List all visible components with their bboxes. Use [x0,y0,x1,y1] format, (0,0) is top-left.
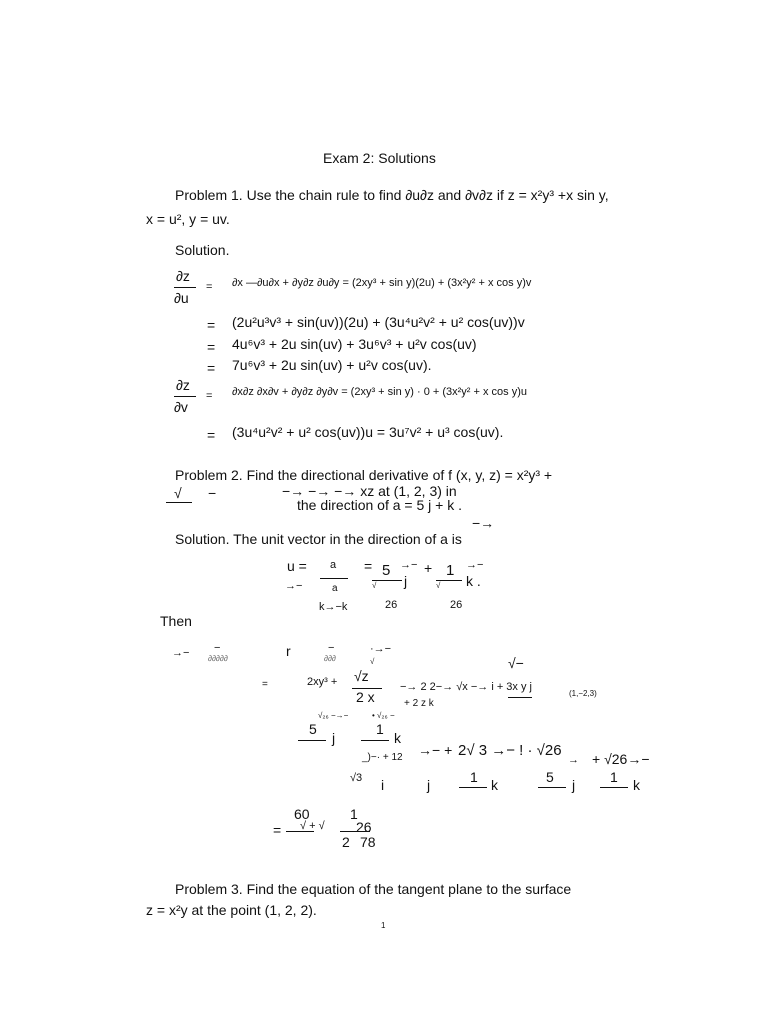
equals-sign: = [206,390,213,402]
line5-tail: ∂x∂z ∂x∂v + ∂y∂z ∂y∂v = (2xy³ + sin y) · 0 + (3x²y² + x cos y)u [232,386,528,398]
five-numerator: 5 [546,769,554,785]
fraction-bar [600,787,628,788]
number-26: 26 [385,599,398,611]
dv-denominator: ∂v [174,399,188,415]
equals-sign: = [207,427,216,443]
equals-sign: = [273,822,282,838]
problem3-statement-b: z = x²y at the point (1, 2, 2). [146,902,317,918]
k-label: k [633,777,640,793]
tiny-sqrt-a: √₂₆ −→− [318,711,349,720]
r-label: r [286,643,291,659]
sqrt3: √3 [350,772,363,784]
number-26: 26 [450,599,463,611]
number-1: 1 [350,806,358,822]
j-label: j [332,730,336,746]
problem1-statement-a: Problem 1. Use the chain rule to find ∂u∂z and ∂v∂z if z = x²y³ +x sin y, [175,187,609,203]
sqrt-z: √z [354,668,369,684]
j-label: j [572,777,576,793]
line6: (3u⁴u²v² + u² cos(uv))u = 3u⁷v² + u³ cos(uv). [232,424,504,440]
number-60: 60 [294,806,310,822]
k-label: k [394,730,401,746]
row3-a: _)−· + 12 [362,752,403,763]
j-label: j [427,777,431,793]
dash-mark: − [214,642,221,654]
equals-sign: = [207,339,216,355]
du-denominator: ∂u [174,290,189,306]
number-2: 2 [342,834,350,850]
line1-tail: ∂x —∂u∂x + ∂y∂z ∂u∂y = (2xy³ + sin y)(2u) + (3x²y² + x cos y)v [232,277,532,289]
plus-sign: + [424,560,433,576]
then-label: Then [160,613,192,629]
equals-sign: = [364,558,373,574]
small-partials: ∂∂∂∂∂ [208,654,228,663]
row3-d: → [568,754,579,766]
arrow-above: −→ [472,515,495,531]
equals-sign: = [262,679,268,690]
fraction-bar [320,578,348,579]
fraction-bar [166,502,192,503]
middle-terms: −→ 2 2−→ √x −→ i + 3x y j [400,681,532,693]
row3-b: →− + [418,742,453,758]
fraction-bar [508,697,532,698]
page-title: Exam 2: Solutions [323,150,436,166]
problem2-solution: Solution. The unit vector in the direction of a is [175,531,462,547]
term1: 2xy³ + [307,676,338,688]
a-denominator: a [332,583,338,594]
fraction-bar [174,396,196,397]
sqrt-mark: √− [508,655,524,671]
two-x: 2 x [356,689,375,705]
k-label: k [491,777,498,793]
one-numerator: 1 [376,721,384,737]
equals-sign: = [207,317,216,333]
arrow-marks: →− [172,647,190,659]
arrow-j: →− [400,559,418,571]
line4: 7u⁶v³ + 2u sin(uv) + u²v cos(uv). [232,357,432,373]
plus-2zk: + 2 z k [404,698,434,709]
dash-mark: − [328,642,335,654]
line2: (2u²u³v³ + sin(uv))(2u) + (3u⁴u²v² + u² cos(uv))v [232,314,525,330]
a-numerator: a [330,559,337,571]
sqrt-small: √ [372,581,377,590]
sqrt-small: √ [436,581,441,590]
fraction-bar [174,287,196,288]
arrows-fragment: −→ −→ −→ xz at (1, 2, 3) in [282,483,457,499]
arrow-left: →− [285,580,303,592]
problem2-statement-a: Problem 2. Find the directional derivative of f (x, y, z) = x²y³ + [175,467,553,483]
line3: 4u⁶v³ + 2u sin(uv) + 3u⁶v³ + u²v cos(uv) [232,336,477,352]
problem1-solution-label: Solution. [175,242,230,258]
problem3-statement-a: Problem 3. Find the equation of the tangent plane to the surface [175,881,572,897]
dz-numerator: ∂z [176,377,190,393]
fraction-bar [459,787,487,788]
problem2-statement-b: the direction of a = 5 j + k . [297,497,462,513]
fraction-bar [361,740,389,741]
dz-numerator: ∂z [176,268,190,284]
problem1-statement-b: x = u², y = uv. [146,211,230,227]
fraction-bar [298,740,326,741]
sqrt-plus: √ + √ [300,820,325,832]
page-number: 1 [381,921,386,930]
i-label: i [381,777,385,793]
number-78: 78 [360,834,376,850]
number-26: 26 [356,819,372,835]
dash-fragment: − [208,485,217,501]
one-numerator: 1 [470,769,478,785]
fraction-bar [538,787,566,788]
k-label: k . [466,573,481,589]
j-label: j [404,573,408,589]
equals-sign: = [207,360,216,376]
small-partials: ∂∂∂ [324,654,336,663]
dot-arrow: ·→− [370,643,392,655]
one-numerator: 1 [610,769,618,785]
equals-sign: = [206,281,213,293]
row3-c: 2√ 3 →− ! · √26 [458,742,562,759]
five-numerator: 5 [309,721,317,737]
arrow-right: →− [466,559,484,571]
row3-e: + √26→− [592,751,650,767]
sqrt-fragment: √ [174,485,182,501]
fraction-bar [372,580,402,581]
tiny-sqrt: √ [370,657,375,666]
k-arrow-k: k→−k [319,601,348,613]
point-label: (1,−2,3) [569,689,597,698]
u-equals: u = [287,558,307,574]
one-numerator: 1 [446,562,455,579]
five-numerator: 5 [382,562,391,579]
tiny-sqrt-b: • √₂₆ − [372,711,395,720]
